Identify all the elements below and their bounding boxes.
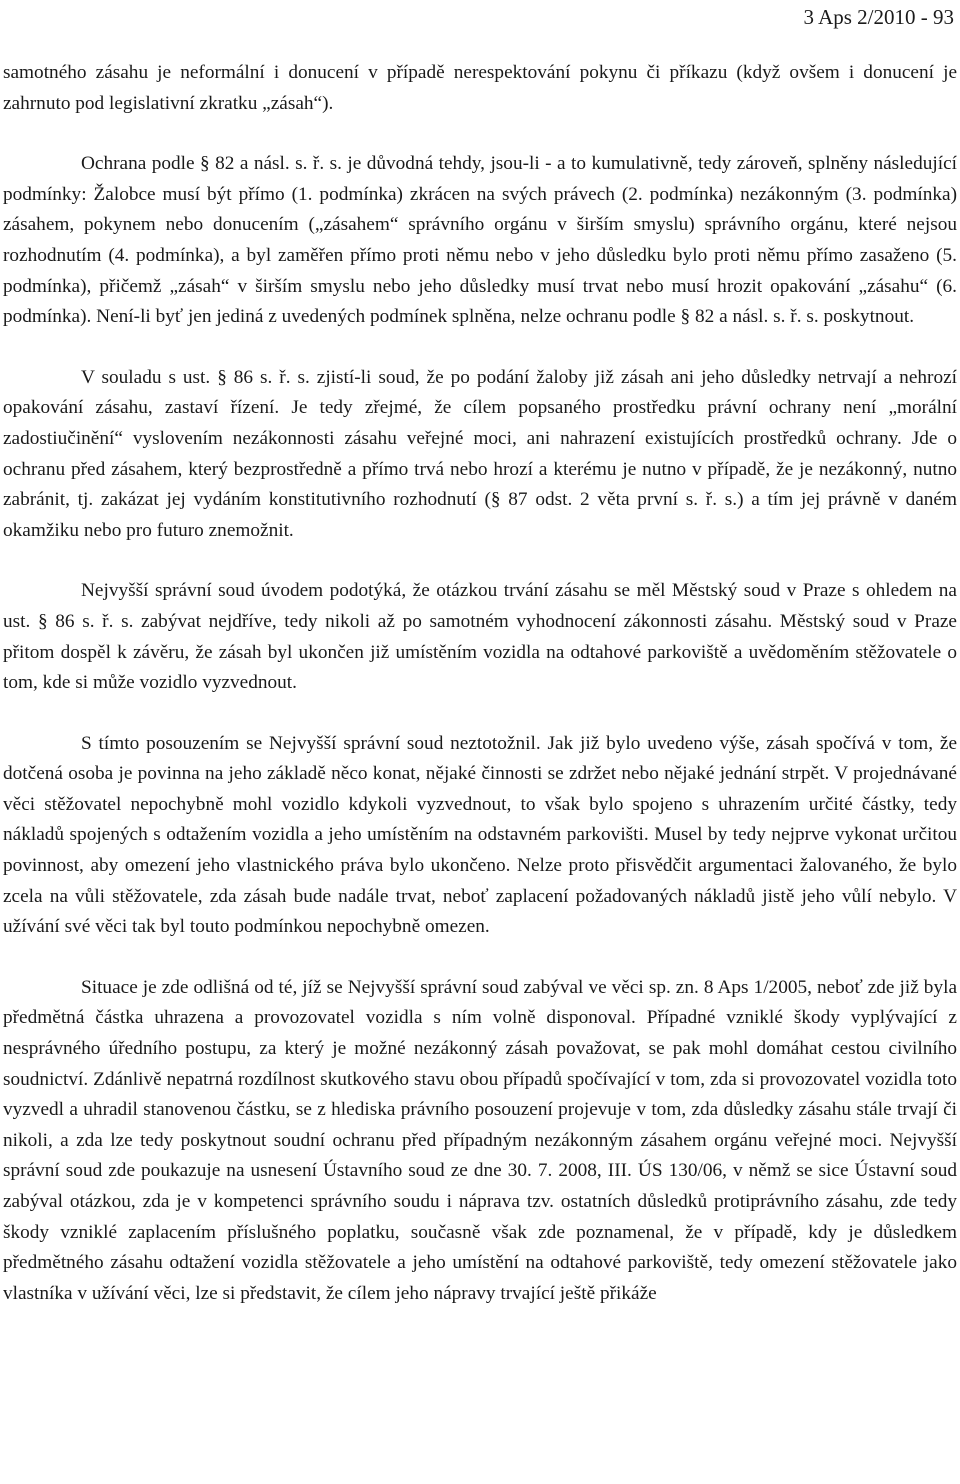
paragraph-gap (3, 699, 957, 729)
case-reference-header: 3 Aps 2/2010 - 93 (803, 5, 954, 29)
paragraph-3: V souladu s ust. § 86 s. ř. s. zjistí-li soud, že po podání žaloby již zásah ani jeho důsledky netrvají a nehrozí opakování zásahu, zastaví řízení. Je tedy zřejmé, že cílem popsaného prostředku právní ochrany není „morální zadostiučinění“ vyslovením nezákonnosti zásahu veřejné moci, ani nahrazení existujících prostředků ochrany. Jde o ochranu před zásahem, který bezprostředně a přímo trvá nebo hrozí a kterému je nutno v případě, že je nezákonný, nutno zabránit, tj. zakázat jej vydáním konstitutivního rozhodnutí (§ 87 odst. 2 věta první s. ř. s.) a tím jej právně v daném okamžiku nebo pro futuro znemožnit. (3, 366, 957, 541)
paragraph-6: Situace je zde odlišná od té, jíž se Nejvyšší správní soud zabýval ve věci sp. zn. 8 Aps 1/2005, neboť zde již byla předmětná částka uhrazena a provozovatel vozidla s ním volně disponoval. Případné vzniklé škody vyplývající z nesprávného úředního postupu, za který je možné nezákonný zásah považovat, se pak mohl domáhat cestou civilního soudnictví. Zdánlivě nepatrná rozdílnost skutkového stavu obou případů spočívající v tom, zda si provozovatel vozidla toto vyzvedl a uhradil stanovenou částku, se z hlediska právního posouzení projevuje v tom, zda důsledky zásahu stále trvají či nikoli, a zda lze tedy poskytnout soudní ochranu před případným nezákonným zásahem orgánu veřejné moci. Nejvyšší správní soud zde poukazuje na usnesení Ústavního soud ze dne 30. 7. 2008, III. ÚS 130/06, v němž se sice Ústavní soud zabýval otázkou, zda je v kompetenci správního soudu i náprava tzv. ostatních důsledků protiprávního zásahu, zde tedy škody vzniklé zaplacením příslušného poplatku, současně však zde poznamenal, že v případě, kdy je důsledkem předmětného zásahu odtažení vozidla stěžovatele a jeho umístění na odtahové parkoviště, tedy omezení stěžovatele jako vlastníka v užívání věci, lze si představit, že cílem jeho nápravy trvající ještě přikáže (3, 976, 957, 1304)
paragraph-gap (3, 333, 957, 363)
paragraph-5: S tímto posouzením se Nejvyšší správní soud neztotožnil. Jak již bylo uvedeno výše, zásah spočívá v tom, že dotčená osoba je povinna na jeho základě něco konat, nějaké činnosti se zdržet nebo nějaké jednání strpět. V projednávané věci stěžovatel nepochybně mohl vozidlo kdykoli vyzvednout, to však bylo spojeno s uhrazením určité částky, tedy nákladů spojených s odtažením vozidla a jeho umístěním na odstavném parkovišti. Musel by tedy nejprve vykonat určitou povinnost, aby omezení jeho vlastnického práva bylo ukončeno. Nelze proto přisvědčit argumentaci žalovaného, že bylo zcela na vůli stěžovatele, zda zásah bude nadále trvat, neboť zaplacení požadovaných nákladů jistě jeho vůlí nebylo. V užívání své věci tak byl touto podmínkou nepochybně omezen. (3, 732, 957, 938)
paragraph-gap (3, 943, 957, 973)
paragraph-2: Ochrana podle § 82 a násl. s. ř. s. je důvodná tehdy, jsou-li - a to kumulativně, tedy zároveň, splněny následující podmínky: Žalobce musí být přímo (1. podmínka) zkrácen na svých právech (2. podmínka) nezákonným (3. podmínka) zásahem, pokynem nebo donucením („zásahem“ správního orgánu v širším smyslu) správního orgánu, které nejsou rozhodnutím (4. podmínka), a byl zaměřen přímo proti němu nebo v jeho důsledku bylo proti němu přímo zasaženo (5. podmínka), přičemž „zásah“ v širším smyslu nebo jeho důsledky musí trvat nebo musí hrozit opakování „zásahu“ (6. podmínka). Není-li byť jen jediná z uvedených podmínek splněna, nelze ochranu podle § 82 a násl. s. ř. s. poskytnout. (3, 153, 957, 328)
document-body (3, 58, 957, 1309)
paragraph-4: Nejvyšší správní soud úvodem podotýká, že otázkou trvání zásahu se měl Městský soud v Praze s ohledem na ust. § 86 s. ř. s. zabývat nejdříve, tedy nikoli až po samotném vyhodnocení zákonnosti zásahu. Městský soud v Praze přitom dospěl k závěru, že zásah byl ukončen již umístěním vozidla na odtahové parkoviště a uvědoměním stěžovatele o tom, kde si může vozidlo vyzvednout. (3, 580, 957, 694)
paragraph-1: samotného zásahu je neformální i donucení v případě nerespektování pokynu či příkazu (když ovšem i donucení je zahrnuto pod legislativní zkratku „zásah“). (3, 62, 957, 114)
paragraph-gap (3, 546, 957, 576)
paragraph-gap (3, 119, 957, 149)
